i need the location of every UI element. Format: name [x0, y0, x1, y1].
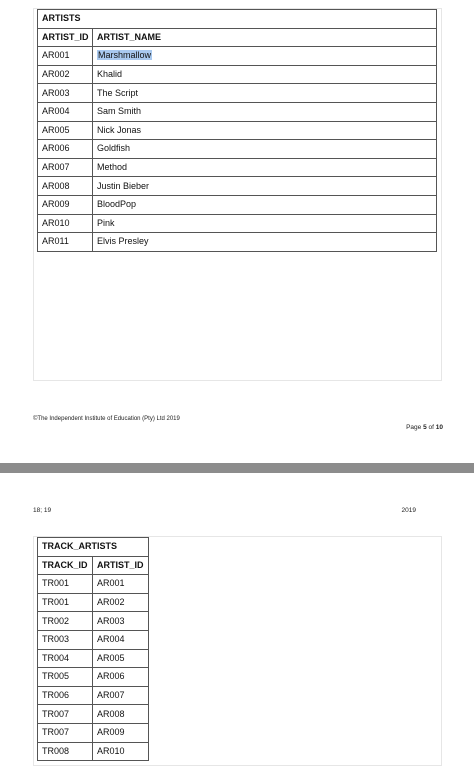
cell-text: AR011 — [42, 236, 69, 247]
table-cell[interactable] — [38, 593, 93, 612]
table-row — [38, 686, 149, 705]
table-cell[interactable] — [93, 723, 149, 742]
cell-text: BloodPop — [97, 199, 137, 210]
table-row — [38, 705, 149, 724]
header-year: 2019 — [401, 507, 416, 514]
cell-text: TR005 — [42, 671, 70, 682]
table-cell[interactable] — [38, 158, 93, 177]
cell-text: TR003 — [42, 634, 70, 645]
table-cell[interactable] — [93, 742, 149, 761]
cell-text: Nick Jonas — [97, 124, 142, 135]
table-cell[interactable] — [38, 140, 93, 159]
table-row — [38, 177, 437, 196]
page-current: 5 — [423, 424, 427, 431]
table-cell[interactable] — [93, 177, 437, 196]
cell-text: AR007 — [97, 690, 125, 701]
table-row — [38, 612, 149, 631]
table-caption-row — [38, 538, 149, 557]
table-cell[interactable] — [38, 705, 93, 724]
cell-text: Method — [97, 162, 128, 173]
table-cell[interactable] — [93, 705, 149, 724]
footer-copyright: ©The Independent Institute of Education (Pty) Ltd 2019 — [33, 416, 180, 422]
table-row — [38, 668, 149, 687]
cell-text: AR010 — [42, 217, 70, 228]
cell-text: AR001 — [42, 50, 70, 61]
page-label: Page — [406, 424, 422, 431]
cell-text: AR002 — [42, 69, 70, 80]
table-cell[interactable] — [38, 686, 93, 705]
cell-text: AR004 — [42, 106, 70, 117]
page-total: 10 — [435, 424, 443, 431]
page-of-label: of — [428, 424, 434, 431]
table-title[interactable]: ARTISTS — [38, 10, 437, 29]
table-cell[interactable] — [38, 65, 93, 84]
cell-text: AR004 — [97, 634, 125, 645]
table-cell[interactable] — [38, 121, 93, 140]
table-cell[interactable] — [93, 686, 149, 705]
table-cell[interactable] — [38, 47, 93, 66]
cell-text: AR006 — [42, 143, 70, 154]
table-cell[interactable] — [93, 593, 149, 612]
table-cell[interactable] — [38, 177, 93, 196]
table-cell[interactable] — [93, 649, 149, 668]
column-header-artist-id[interactable]: ARTIST_ID — [93, 556, 149, 575]
table-caption-row — [38, 10, 437, 29]
table-row — [38, 121, 437, 140]
cell-text: AR002 — [97, 597, 125, 608]
table-cell[interactable] — [38, 84, 93, 103]
cell-text: Elvis Presley — [97, 236, 149, 247]
table-cell[interactable] — [38, 195, 93, 214]
header-left-text: 18; 19 — [33, 507, 52, 514]
column-header-artist-id[interactable]: ARTIST_ID — [38, 28, 93, 47]
table-row — [38, 723, 149, 742]
table-cell[interactable] — [38, 630, 93, 649]
table-cell[interactable] — [38, 214, 93, 233]
cell-text: Sam Smith — [97, 106, 142, 117]
cell-text: TR007 — [42, 727, 70, 738]
table-row — [38, 84, 437, 103]
table-row — [38, 630, 149, 649]
table-row — [38, 742, 149, 761]
cell-text: AR008 — [42, 180, 70, 191]
table-cell[interactable] — [38, 612, 93, 631]
footer-page-number — [406, 424, 443, 431]
cell-text: AR003 — [97, 615, 125, 626]
table-row — [38, 140, 437, 159]
cell-text: The Script — [97, 87, 139, 98]
cell-text: Justin Bieber — [97, 180, 150, 191]
table-cell[interactable] — [93, 158, 437, 177]
table-cell[interactable] — [93, 612, 149, 631]
column-header-track-id[interactable]: TRACK_ID — [38, 556, 93, 575]
table-cell[interactable] — [93, 121, 437, 140]
table-row — [38, 593, 149, 612]
table-cell[interactable] — [38, 233, 93, 252]
cell-text: TR004 — [42, 652, 70, 663]
table-row — [38, 214, 437, 233]
cell-text: TR001 — [42, 597, 70, 608]
table-cell[interactable] — [93, 65, 437, 84]
table-cell[interactable] — [93, 214, 437, 233]
cell-text: AR007 — [42, 162, 70, 173]
table-cell[interactable] — [93, 233, 437, 252]
cell-text: AR005 — [97, 652, 125, 663]
table-cell[interactable] — [38, 102, 93, 121]
cell-text: AR008 — [97, 708, 125, 719]
cell-text: Khalid — [97, 69, 123, 80]
table-row — [38, 65, 437, 84]
cell-text: AR010 — [97, 745, 125, 756]
table-row — [38, 47, 437, 66]
table-row — [38, 158, 437, 177]
table-row — [38, 102, 437, 121]
cell-text: TR006 — [42, 690, 70, 701]
table-cell[interactable] — [93, 195, 437, 214]
cell-text: TR001 — [42, 578, 70, 589]
cell-text: Pink — [97, 217, 115, 228]
table-cell[interactable] — [38, 668, 93, 687]
table-cell[interactable] — [93, 140, 437, 159]
cell-text: TR007 — [42, 708, 70, 719]
cell-text: AR003 — [42, 87, 70, 98]
table-row — [38, 575, 149, 594]
table-cell[interactable] — [93, 47, 437, 66]
table-row — [38, 233, 437, 252]
page-separator — [0, 463, 474, 473]
cell-text: AR009 — [42, 199, 70, 210]
cell-text: TR008 — [42, 745, 70, 756]
table-cell[interactable] — [93, 84, 437, 103]
table-cell[interactable] — [38, 575, 93, 594]
selected-cell-text: Marshmallow — [98, 50, 152, 61]
cell-text: TR002 — [42, 615, 70, 626]
column-header-artist-name[interactable]: ARTIST_NAME — [93, 28, 437, 47]
table-cell[interactable] — [93, 102, 437, 121]
table-cell[interactable] — [93, 630, 149, 649]
cell-text: Goldfish — [97, 143, 131, 154]
table-cell[interactable] — [93, 575, 149, 594]
table-header-row — [38, 556, 149, 575]
table-cell[interactable] — [38, 723, 93, 742]
table-header-row — [38, 28, 437, 47]
table-cell[interactable] — [38, 649, 93, 668]
document-page-6 — [0, 473, 474, 759]
table-cell[interactable] — [38, 742, 93, 761]
table-row — [38, 195, 437, 214]
artists-table — [37, 9, 437, 252]
cell-text: AR005 — [42, 124, 70, 135]
table-row — [38, 649, 149, 668]
table-cell[interactable] — [93, 668, 149, 687]
table-title[interactable]: TRACK_ARTISTS — [38, 538, 149, 557]
cell-text: AR006 — [97, 671, 125, 682]
cell-text: AR009 — [97, 727, 125, 738]
track-artists-table — [37, 537, 149, 761]
cell-text: AR001 — [97, 578, 125, 589]
